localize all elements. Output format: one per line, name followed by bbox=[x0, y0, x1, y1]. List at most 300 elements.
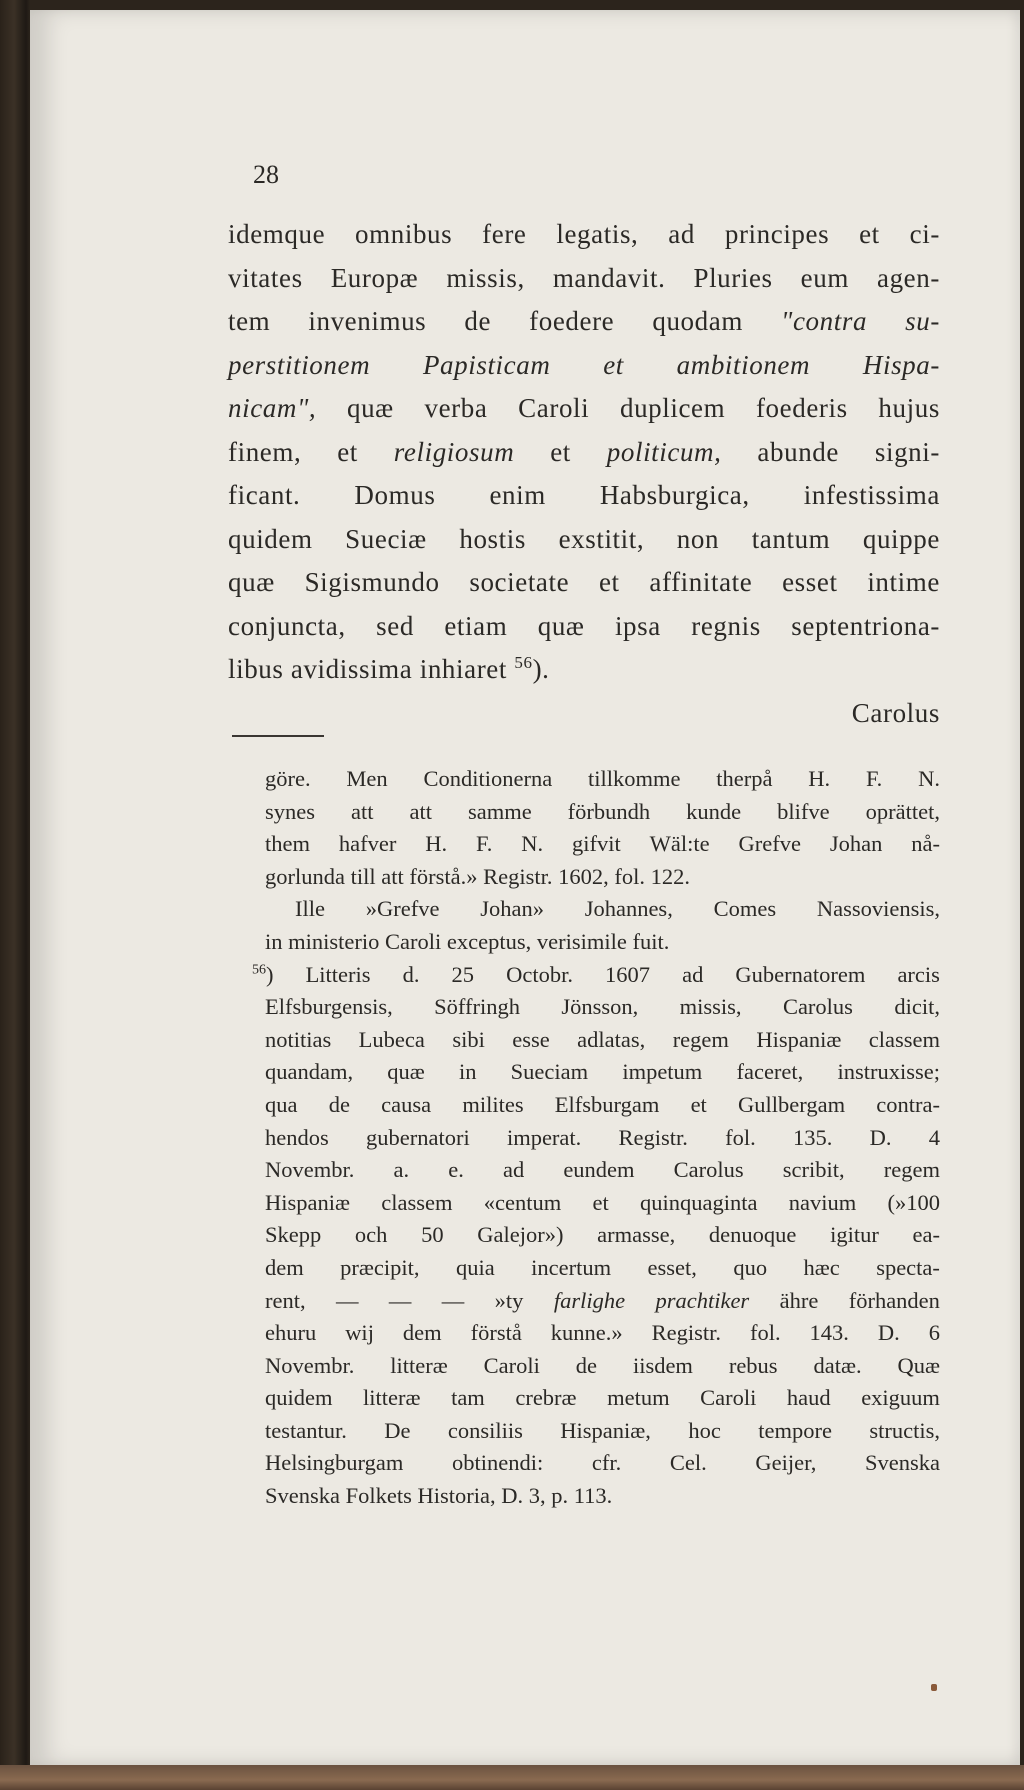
word bbox=[739, 828, 801, 861]
text-fragment: — bbox=[388, 1287, 412, 1313]
text-fragment: quæ bbox=[346, 393, 394, 423]
text-fragment: farlighe bbox=[553, 1287, 626, 1313]
word bbox=[503, 1154, 524, 1187]
text-fragment: foedere bbox=[529, 306, 615, 336]
word bbox=[468, 796, 532, 829]
text-fragment: «centum bbox=[483, 1189, 562, 1215]
word bbox=[425, 828, 447, 861]
word bbox=[649, 561, 752, 605]
text-fragment: göre. bbox=[265, 766, 311, 791]
page-number: 28 bbox=[253, 160, 279, 189]
text-fragment: Svenska bbox=[265, 1483, 340, 1509]
word bbox=[228, 300, 270, 344]
text-fragment: principes bbox=[724, 219, 830, 249]
text-fragment: conjuncta, bbox=[228, 610, 346, 641]
word bbox=[403, 959, 420, 992]
main-text-line bbox=[228, 213, 940, 257]
word bbox=[733, 1252, 767, 1285]
word bbox=[345, 518, 427, 562]
text-fragment: ad bbox=[682, 961, 704, 987]
word bbox=[537, 926, 633, 959]
word bbox=[512, 1024, 550, 1057]
word bbox=[607, 431, 722, 475]
text-fragment: förstå bbox=[470, 1320, 522, 1346]
text-fragment: agen- bbox=[876, 262, 940, 293]
word bbox=[876, 1252, 940, 1285]
text-fragment: hoc bbox=[688, 1417, 721, 1443]
text-fragment: gorlunda bbox=[265, 863, 345, 889]
text-fragment: nicam", bbox=[228, 393, 317, 423]
text-fragment: Caroli bbox=[518, 393, 590, 423]
text-fragment: præcipit, bbox=[340, 1254, 420, 1280]
word bbox=[484, 1350, 540, 1383]
text-fragment: »ty bbox=[494, 1287, 524, 1313]
text-fragment: verisimile bbox=[536, 928, 627, 954]
text-fragment: quo bbox=[733, 1254, 768, 1280]
word bbox=[875, 431, 940, 475]
text-fragment: gifvit bbox=[572, 831, 621, 857]
word bbox=[265, 1415, 347, 1448]
word bbox=[228, 474, 300, 518]
text-fragment: religiosum bbox=[393, 436, 515, 467]
text-fragment: blifve bbox=[777, 798, 830, 824]
word bbox=[515, 1382, 576, 1415]
text-fragment: verba bbox=[424, 393, 488, 423]
text-fragment: Caroli bbox=[483, 1352, 540, 1378]
word bbox=[384, 1415, 410, 1448]
text-fragment: fol. bbox=[614, 863, 645, 889]
text-fragment: invenimus bbox=[308, 306, 427, 336]
footnote-line bbox=[265, 1154, 940, 1187]
word bbox=[830, 1219, 879, 1252]
text-fragment: politicum, bbox=[606, 436, 722, 467]
text-fragment: 1602, bbox=[558, 863, 609, 889]
word bbox=[884, 1154, 940, 1187]
text-fragment: Sueciam bbox=[510, 1059, 589, 1085]
word bbox=[347, 387, 394, 431]
word bbox=[265, 1317, 316, 1350]
word bbox=[757, 431, 839, 475]
word bbox=[385, 926, 447, 959]
word bbox=[265, 1285, 306, 1318]
text-fragment: regnis bbox=[691, 610, 761, 641]
word bbox=[837, 1056, 940, 1089]
word bbox=[929, 1122, 940, 1155]
word bbox=[462, 1089, 523, 1122]
text-fragment: septentriona- bbox=[791, 610, 940, 641]
word bbox=[615, 605, 661, 649]
word bbox=[585, 893, 673, 926]
word bbox=[554, 1285, 625, 1318]
word bbox=[866, 763, 882, 796]
text-fragment: esse bbox=[512, 1026, 550, 1052]
footnote-line bbox=[265, 1415, 940, 1448]
word bbox=[614, 861, 650, 894]
word bbox=[452, 959, 475, 992]
text-fragment: quodam bbox=[652, 306, 743, 336]
word bbox=[228, 518, 313, 562]
text-fragment: F. bbox=[476, 831, 493, 857]
word bbox=[867, 561, 940, 605]
word bbox=[878, 1317, 900, 1350]
word bbox=[389, 1285, 412, 1318]
main-text-line bbox=[228, 692, 940, 736]
text-fragment: exiguum bbox=[861, 1385, 940, 1411]
footnote-line bbox=[265, 1056, 940, 1089]
text-fragment: quæ bbox=[537, 610, 585, 641]
word bbox=[783, 1154, 845, 1187]
word bbox=[339, 828, 396, 861]
text-fragment: ) bbox=[266, 961, 274, 987]
word bbox=[652, 300, 743, 344]
word bbox=[682, 959, 703, 992]
main-text-line bbox=[228, 344, 940, 388]
word bbox=[810, 1317, 849, 1350]
footnotes-block bbox=[252, 763, 940, 1513]
word bbox=[756, 387, 848, 431]
word bbox=[729, 1350, 778, 1383]
text-fragment: therpå bbox=[716, 766, 773, 791]
text-fragment: omnibus bbox=[355, 219, 453, 249]
word bbox=[376, 605, 414, 649]
word bbox=[464, 300, 491, 344]
word bbox=[780, 1285, 819, 1318]
word bbox=[910, 213, 940, 257]
text-fragment: metum bbox=[607, 1385, 670, 1411]
main-text-line bbox=[228, 257, 940, 301]
footnote-line bbox=[265, 1024, 940, 1057]
text-fragment: datæ. bbox=[813, 1352, 862, 1378]
text-fragment: dem bbox=[402, 1320, 442, 1346]
text-fragment: et bbox=[337, 436, 358, 467]
text-fragment: Elfsburgensis, bbox=[265, 994, 393, 1020]
word bbox=[518, 387, 589, 431]
footnote-line bbox=[265, 893, 940, 926]
word bbox=[228, 561, 275, 605]
text-fragment: Lubeca bbox=[358, 1026, 425, 1052]
text-fragment: testantur. bbox=[265, 1417, 347, 1443]
word bbox=[674, 1154, 744, 1187]
footnote-line bbox=[265, 991, 940, 1024]
text-fragment: de bbox=[328, 1091, 350, 1117]
text-fragment: — bbox=[441, 1287, 465, 1313]
text-fragment: Grefve bbox=[738, 831, 801, 857]
text-fragment: Registr. bbox=[651, 1320, 722, 1346]
word bbox=[346, 763, 387, 796]
text-fragment: Caroli bbox=[385, 928, 442, 954]
text-fragment: abunde bbox=[757, 436, 839, 467]
main-text-line bbox=[228, 387, 940, 431]
word bbox=[511, 1056, 588, 1089]
word bbox=[813, 1350, 861, 1383]
word bbox=[291, 648, 420, 692]
text-fragment: notitias bbox=[265, 1026, 332, 1052]
main-text-line bbox=[228, 300, 940, 344]
text-fragment: sibi bbox=[452, 1026, 485, 1052]
word bbox=[477, 1219, 563, 1252]
word bbox=[783, 991, 853, 1024]
word bbox=[650, 828, 710, 861]
word bbox=[265, 991, 393, 1024]
word bbox=[446, 257, 524, 301]
word bbox=[673, 1024, 729, 1057]
text-fragment: iisdem bbox=[632, 1352, 693, 1378]
text-fragment: 3, bbox=[528, 1483, 546, 1509]
text-fragment: till bbox=[350, 863, 376, 889]
word bbox=[755, 1447, 816, 1480]
word bbox=[403, 1317, 442, 1350]
text-fragment: att bbox=[381, 863, 404, 889]
text-fragment: hujus bbox=[878, 393, 940, 423]
word bbox=[265, 1350, 354, 1383]
word bbox=[484, 1187, 561, 1220]
main-text-line bbox=[228, 648, 940, 692]
text-fragment: Papisticam bbox=[422, 349, 551, 380]
word bbox=[393, 1154, 409, 1187]
word bbox=[551, 1480, 574, 1513]
text-fragment: them bbox=[265, 831, 310, 857]
text-fragment: Ille bbox=[295, 896, 325, 922]
word bbox=[265, 1154, 354, 1187]
word bbox=[329, 1089, 350, 1122]
text-fragment: structis, bbox=[869, 1417, 940, 1443]
word bbox=[576, 1350, 597, 1383]
text-fragment: infestissima bbox=[803, 480, 940, 510]
text-fragment: legatis, bbox=[556, 219, 639, 249]
text-fragment: Hispaniæ bbox=[265, 1189, 351, 1215]
word bbox=[700, 1382, 756, 1415]
text-fragment: Octobr. bbox=[506, 961, 573, 987]
word bbox=[869, 1415, 940, 1448]
word bbox=[648, 1252, 697, 1285]
word bbox=[894, 991, 940, 1024]
word bbox=[363, 1382, 421, 1415]
text-fragment: et bbox=[603, 349, 624, 380]
word bbox=[228, 213, 325, 257]
word bbox=[568, 796, 651, 829]
word bbox=[756, 1024, 841, 1057]
text-fragment: synes bbox=[265, 798, 315, 824]
text-fragment: Elfsburgam bbox=[554, 1091, 660, 1117]
footnote-line bbox=[265, 763, 940, 796]
text-fragment: Geijer, bbox=[755, 1450, 817, 1476]
word bbox=[558, 861, 614, 894]
text-fragment: et bbox=[550, 436, 571, 467]
footnote-line bbox=[265, 1252, 940, 1285]
text-fragment: De bbox=[384, 1417, 411, 1443]
text-fragment: instruxisse; bbox=[837, 1059, 940, 1085]
word bbox=[331, 257, 419, 301]
text-fragment: Söffringh bbox=[434, 994, 520, 1020]
word bbox=[420, 648, 515, 692]
word bbox=[265, 828, 310, 861]
footnote-line bbox=[265, 1187, 940, 1220]
text-fragment: Pluries bbox=[693, 262, 773, 293]
text-fragment: Gubernatorem bbox=[735, 961, 866, 987]
text-fragment: navium bbox=[788, 1189, 857, 1215]
word bbox=[887, 1187, 940, 1220]
text-fragment: ministerio bbox=[288, 928, 380, 954]
word bbox=[553, 257, 666, 301]
word bbox=[355, 1219, 388, 1252]
text-fragment: quia bbox=[455, 1254, 495, 1280]
word bbox=[592, 1187, 608, 1220]
text-fragment: quandam, bbox=[265, 1059, 354, 1085]
text-fragment: förstå.» bbox=[409, 863, 478, 889]
word bbox=[346, 1480, 418, 1513]
text-fragment: quinquaginta bbox=[639, 1189, 758, 1215]
text-fragment: Conditionerna bbox=[423, 766, 553, 791]
word bbox=[480, 893, 544, 926]
word bbox=[228, 648, 291, 692]
text-fragment: quidem bbox=[228, 523, 313, 554]
word bbox=[863, 344, 940, 388]
word bbox=[600, 474, 750, 518]
text-fragment: classem bbox=[381, 1189, 453, 1215]
word bbox=[560, 1415, 651, 1448]
text-fragment: classem bbox=[868, 1026, 940, 1052]
word bbox=[849, 1285, 940, 1318]
word bbox=[559, 518, 645, 562]
word bbox=[555, 1089, 660, 1122]
text-fragment: eundem bbox=[563, 1157, 635, 1183]
text-fragment: Registr. bbox=[618, 1124, 688, 1150]
word bbox=[563, 1154, 634, 1187]
word bbox=[808, 763, 830, 796]
text-fragment: fere bbox=[482, 219, 527, 249]
text-fragment: tantum bbox=[751, 523, 831, 554]
word bbox=[305, 561, 440, 605]
footnote-marker: 56 bbox=[514, 653, 533, 672]
word bbox=[913, 1219, 940, 1252]
word bbox=[670, 1447, 707, 1480]
word bbox=[381, 861, 409, 894]
text-fragment: dicit, bbox=[894, 994, 940, 1020]
word bbox=[265, 763, 311, 796]
word bbox=[550, 431, 571, 475]
word bbox=[355, 213, 452, 257]
text-fragment: de bbox=[575, 1352, 598, 1378]
text-fragment: missis, bbox=[679, 994, 742, 1020]
footnote-line bbox=[265, 926, 940, 959]
text-fragment: N. bbox=[521, 831, 544, 857]
text-fragment: kunne.» bbox=[550, 1320, 623, 1346]
text-fragment: affinitate bbox=[649, 567, 753, 597]
word bbox=[599, 561, 620, 605]
word bbox=[852, 692, 940, 736]
main-text-line bbox=[228, 561, 940, 605]
footnote-line bbox=[265, 1382, 940, 1415]
word bbox=[366, 893, 440, 926]
word bbox=[459, 518, 526, 562]
text-fragment: incertum bbox=[531, 1254, 612, 1280]
word bbox=[691, 1089, 707, 1122]
text-fragment: haud bbox=[786, 1385, 831, 1411]
word bbox=[652, 1317, 721, 1350]
text-fragment: vitates bbox=[228, 262, 303, 293]
word bbox=[295, 893, 325, 926]
text-fragment: de bbox=[464, 306, 492, 336]
text-fragment: idemque bbox=[228, 219, 326, 249]
text-fragment: a. bbox=[393, 1157, 410, 1183]
word bbox=[735, 959, 865, 992]
text-fragment: avidissima bbox=[290, 654, 413, 684]
text-fragment: et bbox=[598, 567, 620, 597]
word bbox=[709, 1219, 796, 1252]
text-fragment: cfr. bbox=[591, 1450, 622, 1476]
text-fragment: Domus bbox=[354, 480, 436, 510]
text-fragment: Galejor») bbox=[477, 1222, 564, 1248]
text-fragment: ci- bbox=[909, 219, 940, 249]
word bbox=[452, 1024, 485, 1057]
text-fragment: signi- bbox=[874, 436, 940, 467]
text-fragment: perstitionem bbox=[228, 349, 371, 380]
word bbox=[337, 431, 358, 475]
word bbox=[878, 387, 940, 431]
word bbox=[668, 213, 695, 257]
text-fragment: in bbox=[458, 1059, 477, 1085]
word bbox=[409, 861, 483, 894]
word bbox=[691, 605, 761, 649]
word bbox=[381, 1089, 431, 1122]
word bbox=[423, 763, 552, 796]
text-fragment: Sigismundo bbox=[304, 567, 440, 597]
word bbox=[655, 1285, 749, 1318]
text-fragment: esset, bbox=[647, 1254, 697, 1280]
text-fragment: qua bbox=[265, 1091, 298, 1117]
text-fragment: scribit, bbox=[782, 1157, 845, 1183]
footnote-line bbox=[265, 828, 940, 861]
text-fragment: societate bbox=[469, 567, 570, 597]
word bbox=[622, 1056, 702, 1089]
text-fragment: causa bbox=[381, 1091, 432, 1117]
word bbox=[394, 431, 515, 475]
text-fragment: crebræ bbox=[515, 1385, 577, 1411]
word bbox=[265, 1252, 304, 1285]
word bbox=[421, 1219, 444, 1252]
word bbox=[830, 828, 883, 861]
word bbox=[495, 1285, 524, 1318]
word bbox=[752, 518, 831, 562]
word bbox=[561, 991, 638, 1024]
text-fragment: Registr. bbox=[483, 863, 553, 889]
text-fragment: et bbox=[859, 219, 880, 249]
text-fragment: in bbox=[265, 928, 283, 954]
text-fragment: Carolus bbox=[782, 994, 853, 1020]
word bbox=[861, 1382, 940, 1415]
text-fragment: d. bbox=[402, 961, 420, 987]
word bbox=[354, 474, 435, 518]
text-fragment: intime bbox=[867, 567, 940, 597]
text-fragment: arcis bbox=[897, 961, 940, 987]
word bbox=[359, 1024, 425, 1057]
word bbox=[777, 796, 829, 829]
word bbox=[452, 1447, 543, 1480]
text-fragment: Cel. bbox=[669, 1450, 707, 1476]
word bbox=[265, 1382, 333, 1415]
word bbox=[588, 763, 681, 796]
text-fragment: ea- bbox=[912, 1222, 940, 1248]
text-fragment: fuit. bbox=[632, 928, 670, 954]
word bbox=[469, 561, 569, 605]
text-fragment: Nassoviensis, bbox=[816, 896, 940, 922]
text-fragment: Quæ bbox=[897, 1352, 940, 1378]
text-fragment: regem bbox=[883, 1157, 940, 1183]
word bbox=[877, 257, 940, 301]
word bbox=[265, 1056, 353, 1089]
word bbox=[501, 1480, 529, 1513]
footnote-line bbox=[265, 796, 940, 829]
